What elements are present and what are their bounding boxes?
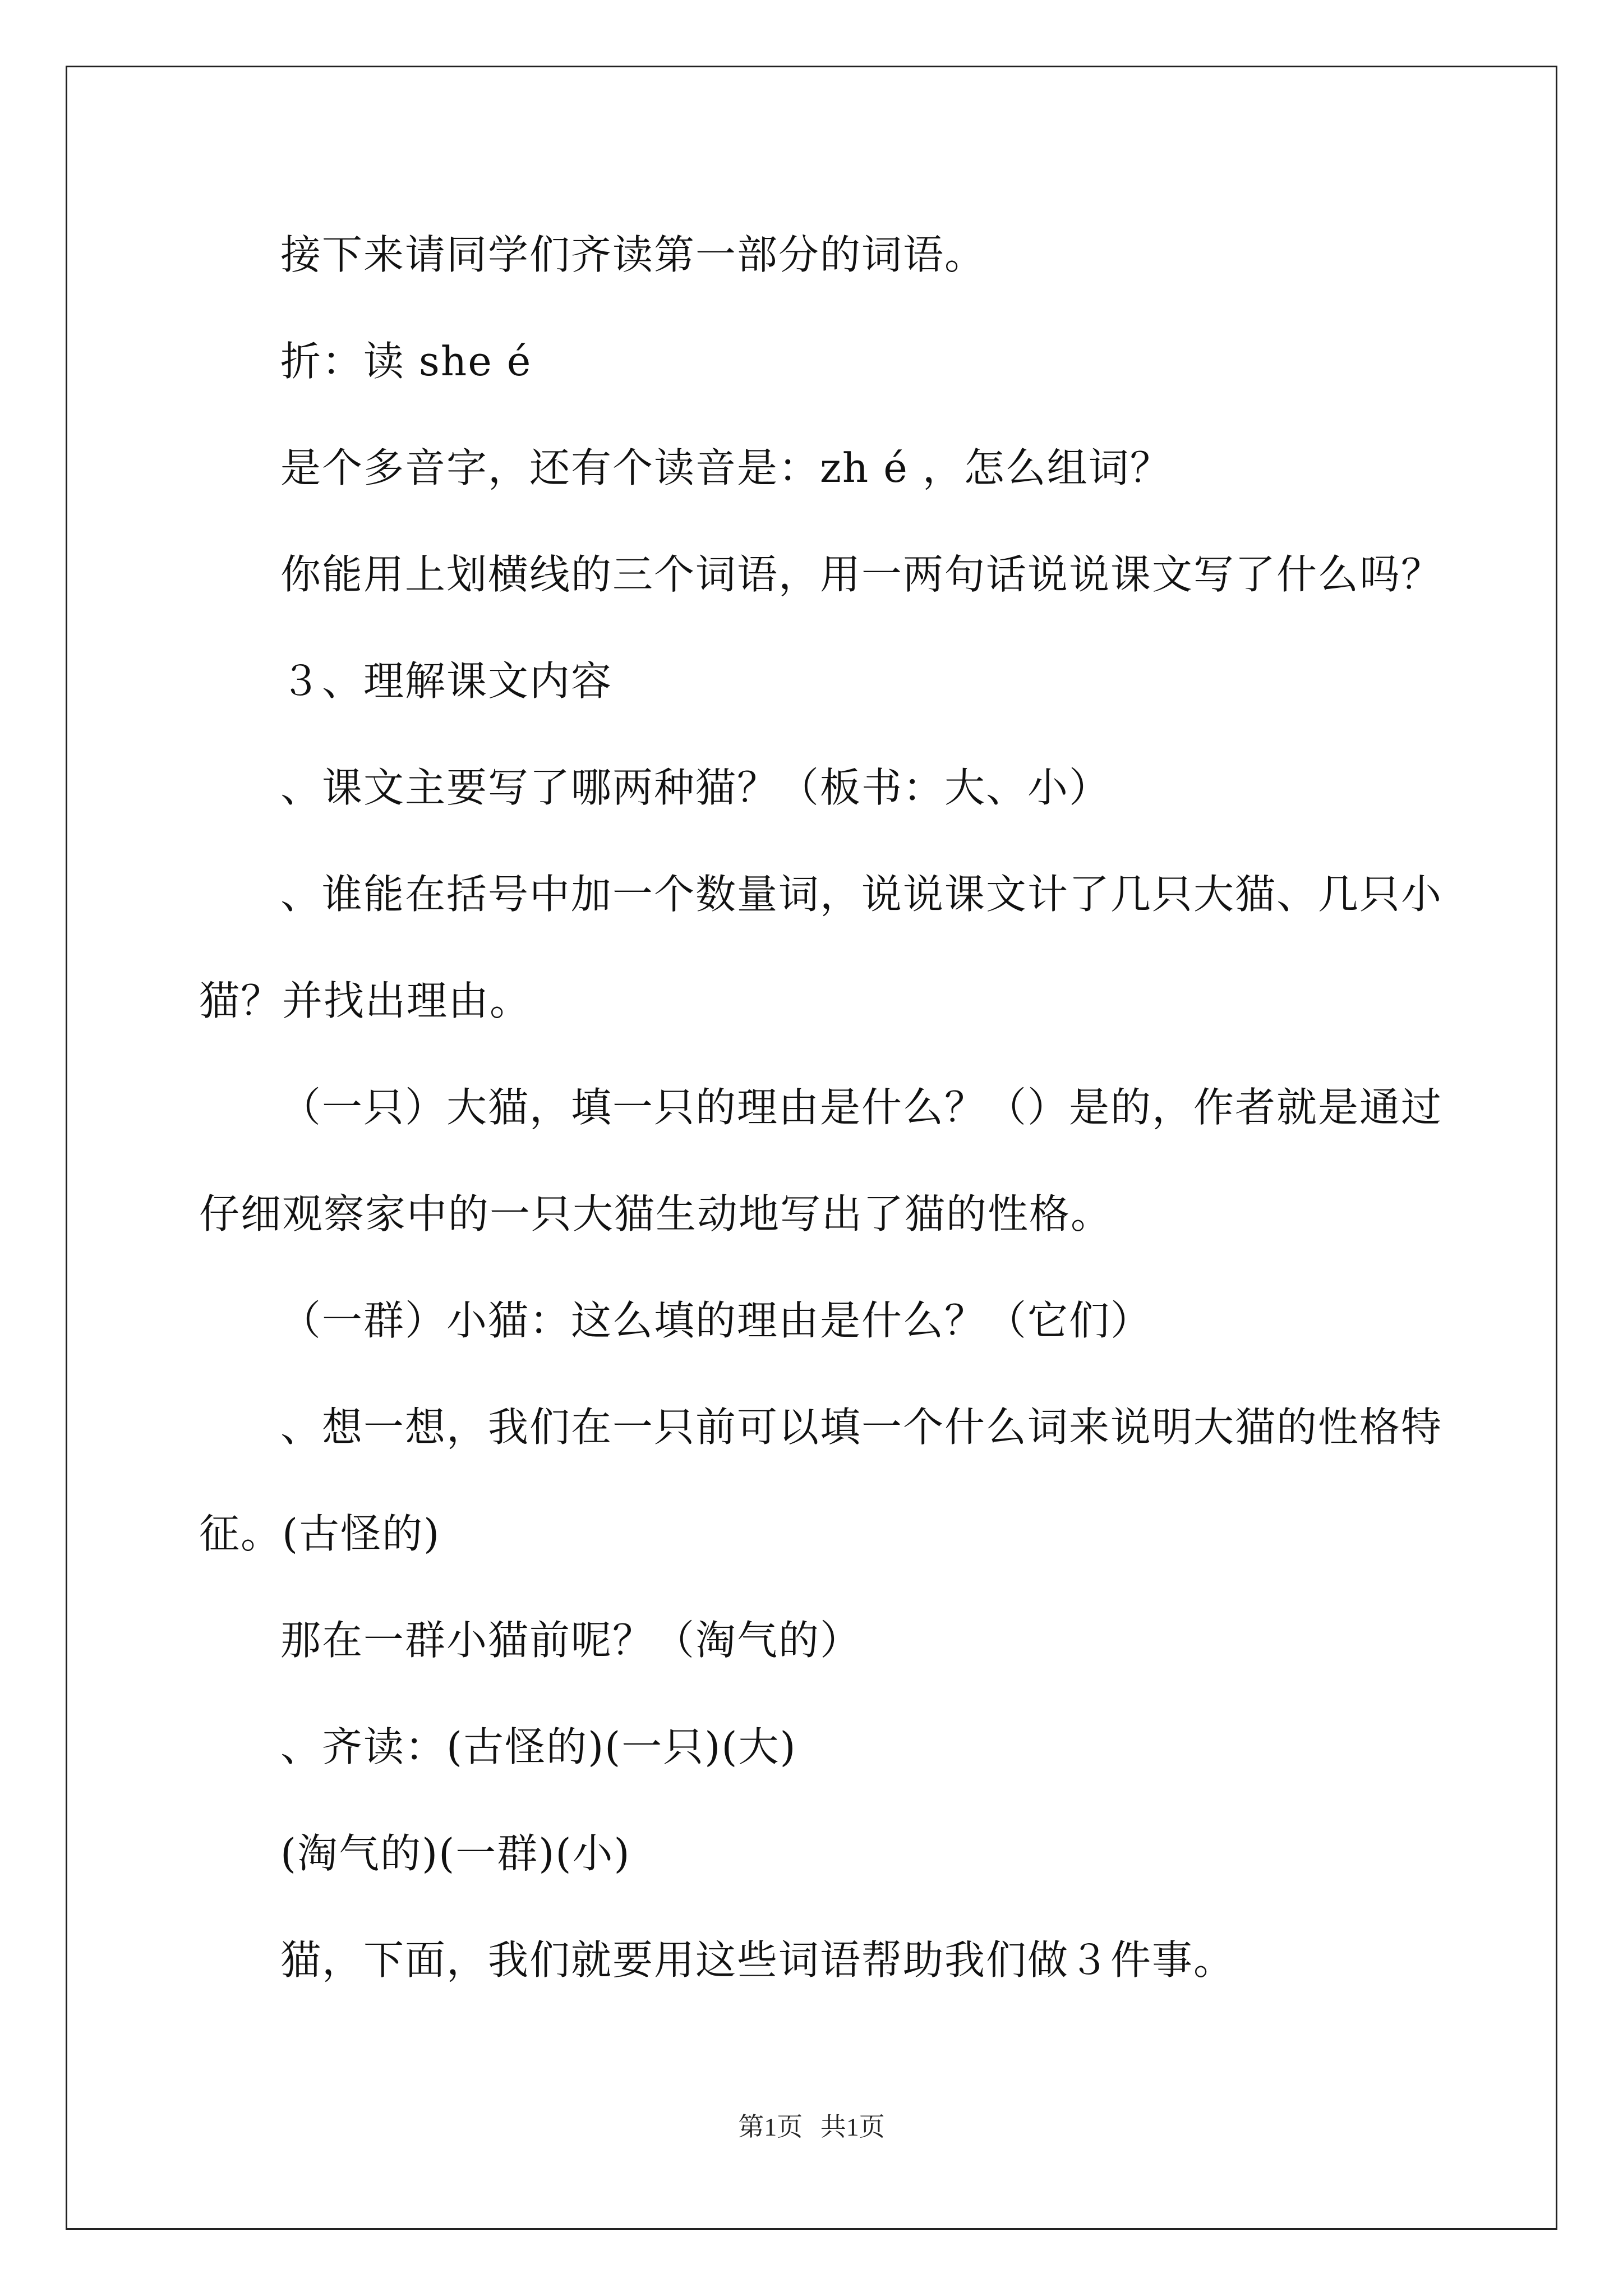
paragraph-line-8: 猫？并找出理由。	[199, 977, 532, 1024]
paragraph-line-1: 接下来请同学们齐读第一部分的词语。	[280, 231, 986, 278]
page-border	[66, 66, 1557, 2230]
page-total: 共1页	[820, 2113, 885, 2141]
paragraph-line-3: 是个多音字，还有个读音是：zh é ，怎么组词？	[280, 444, 1172, 491]
paragraph-line-15: 、齐读：(古怪的)(一只)(大)	[280, 1723, 797, 1770]
paragraph-line-6: 、课文主要写了哪两种猫？（板书：大、小）	[280, 764, 1111, 811]
paragraph-line-16: (淘气的)(一群)(小)	[280, 1830, 631, 1877]
paragraph-line-10: 仔细观察家中的一只大猫生动地写出了猫的性格。	[199, 1190, 1113, 1237]
page-footer	[0, 2110, 1623, 2144]
page-number: 第1页	[738, 2113, 803, 2141]
section-heading: ３、理解课文内容	[280, 657, 613, 705]
paragraph-line-12: 、想一想，我们在一只前可以填一个什么词来说明大猫的性格特	[280, 1404, 1443, 1451]
paragraph-line-9: （一只）大猫，填一只的理由是什么？（）是的，作者就是通过	[280, 1084, 1443, 1131]
paragraph-line-2: 折：读 she é	[280, 338, 532, 385]
paragraph-line-11: （一群）小猫：这么填的理由是什么？（它们）	[280, 1297, 1152, 1344]
paragraph-line-13: 征。(古怪的)	[199, 1510, 441, 1557]
paragraph-line-4: 你能用上划横线的三个词语，用一两句话说说课文写了什么吗？	[280, 551, 1443, 598]
paragraph-line-7: 、谁能在括号中加一个数量词，说说课文计了几只大猫、几只小	[280, 871, 1443, 918]
paragraph-line-17: 猫，下面，我们就要用这些词语帮助我们做３件事。	[280, 1936, 1235, 1984]
paragraph-line-14: 那在一群小猫前呢？（淘气的）	[280, 1617, 862, 1664]
